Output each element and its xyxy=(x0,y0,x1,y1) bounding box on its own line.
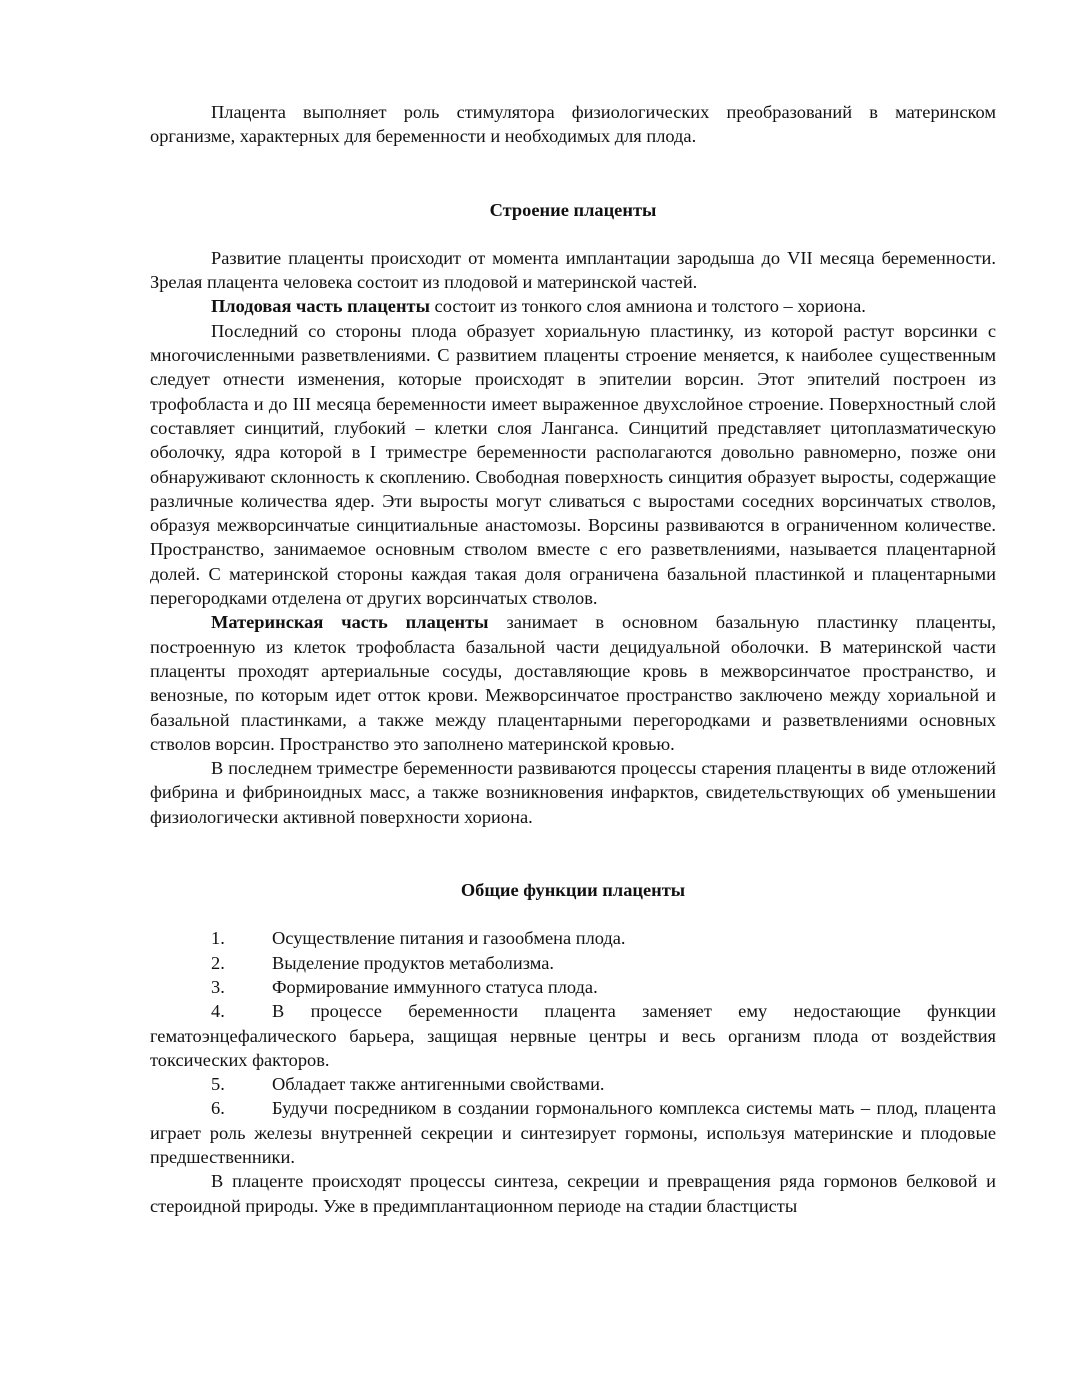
list-item-text: Формирование иммунного статуса плода. xyxy=(272,976,598,997)
list-item-text: Выделение продуктов метаболизма. xyxy=(272,952,554,973)
structure-paragraph-3: Последний со стороны плода образует хориальную пластинку, из которой растут ворсинки с многочисленными разветвлениями. С развитием плаценты строение меняется, к наиболее существенным следует отнести изменения, которые происходят в эпителии ворсин. Этот эпителий построен из трофобласта и до III месяца беременности имеет выраженное двухслойное строение. Поверхностный слой составляет синцитий, глубокий – клетки слоя Ланганса. Синцитий представляет цитоплазматическую оболочку, ядра которой в I триместре беременности располагаются довольно равномерно, позже они обнаруживают склонность к скоплению. Свободная поверхность синцития образует выросты, содержащие различные количества ядер. Эти выросты могут сливаться с выростами соседних ворсинчатых стволов, образуя межворсинчатые синцитиальные анастомозы. Ворсины развиваются в ограниченном количестве. Пространство, занимаемое основным стволом вместе с его разветвлениями, называется плацентарной долей. С материнской стороны каждая такая доля ограничена базальной пластинкой и плацентарными перегородками отделена от других ворсинчатых стволов. xyxy=(150,320,996,609)
functions-list xyxy=(150,926,996,1169)
list-item xyxy=(150,1096,996,1169)
intro-paragraph: Плацента выполняет роль стимулятора физиологических преобразований в материнском организме, характерных для беременности и необходимых для плода. xyxy=(150,102,996,147)
list-item xyxy=(150,1072,996,1096)
list-item-text: Будучи посредником в создании гормонального комплекса системы мать – плод, плацента играет роль железы внутренней секреции и синтезирует гормоны, используя материнские и плодовые предшественники. xyxy=(150,1098,996,1167)
list-item xyxy=(150,951,996,975)
list-item xyxy=(150,926,996,950)
list-item xyxy=(150,975,996,999)
list-item-number: 5. xyxy=(211,1074,225,1095)
list-item-number: 6. xyxy=(211,1098,225,1119)
list-item xyxy=(150,999,996,1072)
list-item-text: В процессе беременности плацента заменяет ему недостающие функции гематоэнцефалического барьера, защищая нервные центры и весь организм плода от воздействия токсических факторов. xyxy=(150,1001,996,1070)
list-item-text: Осуществление питания и газообмена плода. xyxy=(272,928,626,949)
structure-paragraph-5: В последнем триместре беременности развиваются процессы старения плаценты в виде отложений фибрина и фибриноидных масс, а также возникновения инфарктов, свидетельствующих об уменьшении физиологически активной поверхности хориона. xyxy=(150,758,996,827)
section-structure-title: Строение плаценты xyxy=(489,199,657,220)
section-functions-title: Общие функции плаценты xyxy=(460,880,686,901)
maternal-part-term: Материнская часть плаценты xyxy=(211,612,489,633)
functions-paragraph-last: В плаценте происходят процессы синтеза, секреции и превращения ряда гормонов белковой и стероидной природы. Уже в предимплантационном периоде на стадии бластцисты xyxy=(150,1171,996,1216)
structure-paragraph-1: Развитие плаценты происходит от момента имплантации зародыша до VII месяца беременности. Зрелая плацента человека состоит из плодовой и материнской частей. xyxy=(150,247,996,293)
list-item-number: 1. xyxy=(211,928,225,949)
fetal-part-term: Плодовая часть плаценты xyxy=(211,296,430,317)
structure-paragraph-4 xyxy=(150,610,996,756)
list-item-number: 4. xyxy=(211,1001,225,1022)
list-item-number: 2. xyxy=(211,952,225,973)
maternal-part-text: занимает в основном базальную пластинку плаценты, построенную из клеток трофобласта базальной части децидуальной оболочки. В материнской части плаценты проходят артериальные сосуды, доставляющие кровь в межворсинчатое пространство, и венозные, по которым идет отток крови. Межворсинчатое пространство заключено между хориальной и базальной пластинками, а также между плацентарными перегородками и разветвлениями основных стволов ворсин. Пространство это заполнено материнской кровью. xyxy=(150,612,996,754)
list-item-number: 3. xyxy=(211,976,225,997)
fetal-part-text: состоит из тонкого слоя амниона и толстого – хориона. xyxy=(429,296,866,317)
structure-paragraph-2 xyxy=(150,294,996,318)
list-item-text: Обладает также антигенными свойствами. xyxy=(272,1074,605,1095)
document-page xyxy=(150,100,996,1218)
